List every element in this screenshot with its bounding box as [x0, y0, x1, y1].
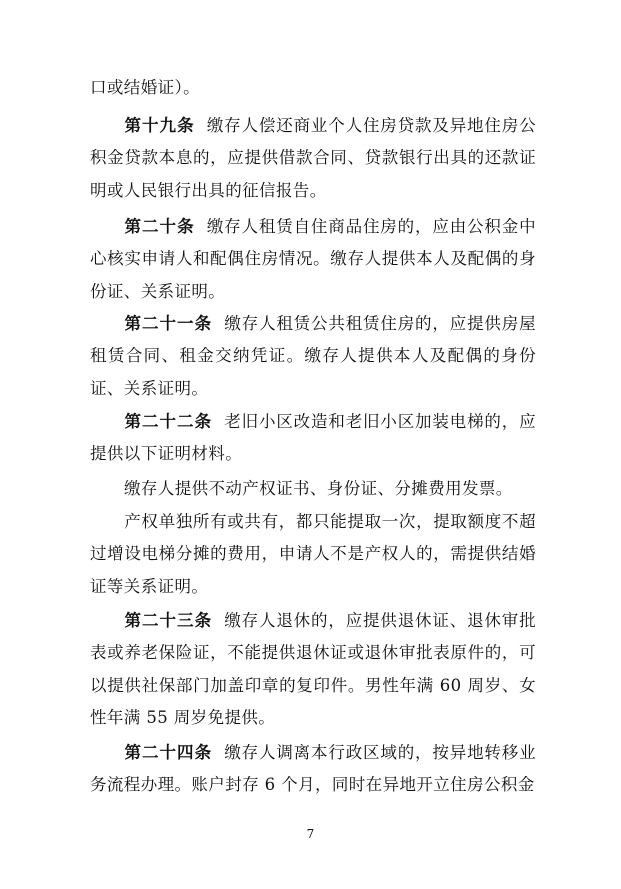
- article-20: [90, 211, 536, 308]
- paragraph: [90, 473, 536, 505]
- article-19: [90, 110, 536, 207]
- article-heading: 第二十条: [124, 217, 195, 236]
- page-number: 7: [306, 827, 315, 841]
- paragraph: [90, 506, 536, 603]
- paragraph-text: 老旧小区改造和老旧小区加装电梯的，应提供以下证明材料。: [90, 412, 536, 464]
- paragraph-text: 缴存人退休的，应提供退休证、退休审批表或养老保险证，不能提供退休证或退休审批表原件的，可以提供社保部门加盖印章的复印件。男性年满 60 周岁、女性年满 55 周岁免提供。: [90, 611, 536, 728]
- paragraph-text: 产权单独所有或共有，都只能提取一次，提取额度不超过增设电梯分摊的费用，申请人不是产权人的，需提供结婚证等关系证明。: [90, 512, 536, 596]
- article-22: [90, 406, 536, 471]
- article-heading: 第二十二条: [124, 412, 213, 431]
- paragraph-text: 缴存人租赁自住商品住房的，应由公积金中心核实申请人和配偶住房情况。缴存人提供本人及配偶的身份证、关系证明。: [90, 217, 536, 301]
- article-heading: 第二十三条: [124, 611, 213, 630]
- paragraph-text: 缴存人提供不动产权证书、身份证、分摊费用发票。: [124, 479, 513, 498]
- article-24: [90, 737, 536, 802]
- paragraph-text: 缴存人租赁公共租赁住房的，应提供房屋租赁合同、租金交纳凭证。缴存人提供本人及配偶的身份证、关系证明。: [90, 314, 536, 398]
- paragraph-continuation: [90, 72, 536, 104]
- paragraph-text: 口或结婚证）。: [90, 78, 201, 97]
- paragraph-text: 缴存人调离本行政区域的，按异地转移业务流程办理。账户封存 6 个月，同时在异地开立住房公积金: [90, 743, 536, 795]
- article-heading: 第十九条: [124, 116, 195, 135]
- paragraph-text: 缴存人偿还商业个人住房贷款及异地住房公积金贷款本息的，应提供借款合同、贷款银行出具的还款证明或人民银行出具的征信报告。: [90, 116, 536, 200]
- article-23: [90, 605, 536, 735]
- article-21: [90, 308, 536, 405]
- article-heading: 第二十四条: [124, 743, 213, 762]
- article-heading: 第二十一条: [124, 314, 213, 333]
